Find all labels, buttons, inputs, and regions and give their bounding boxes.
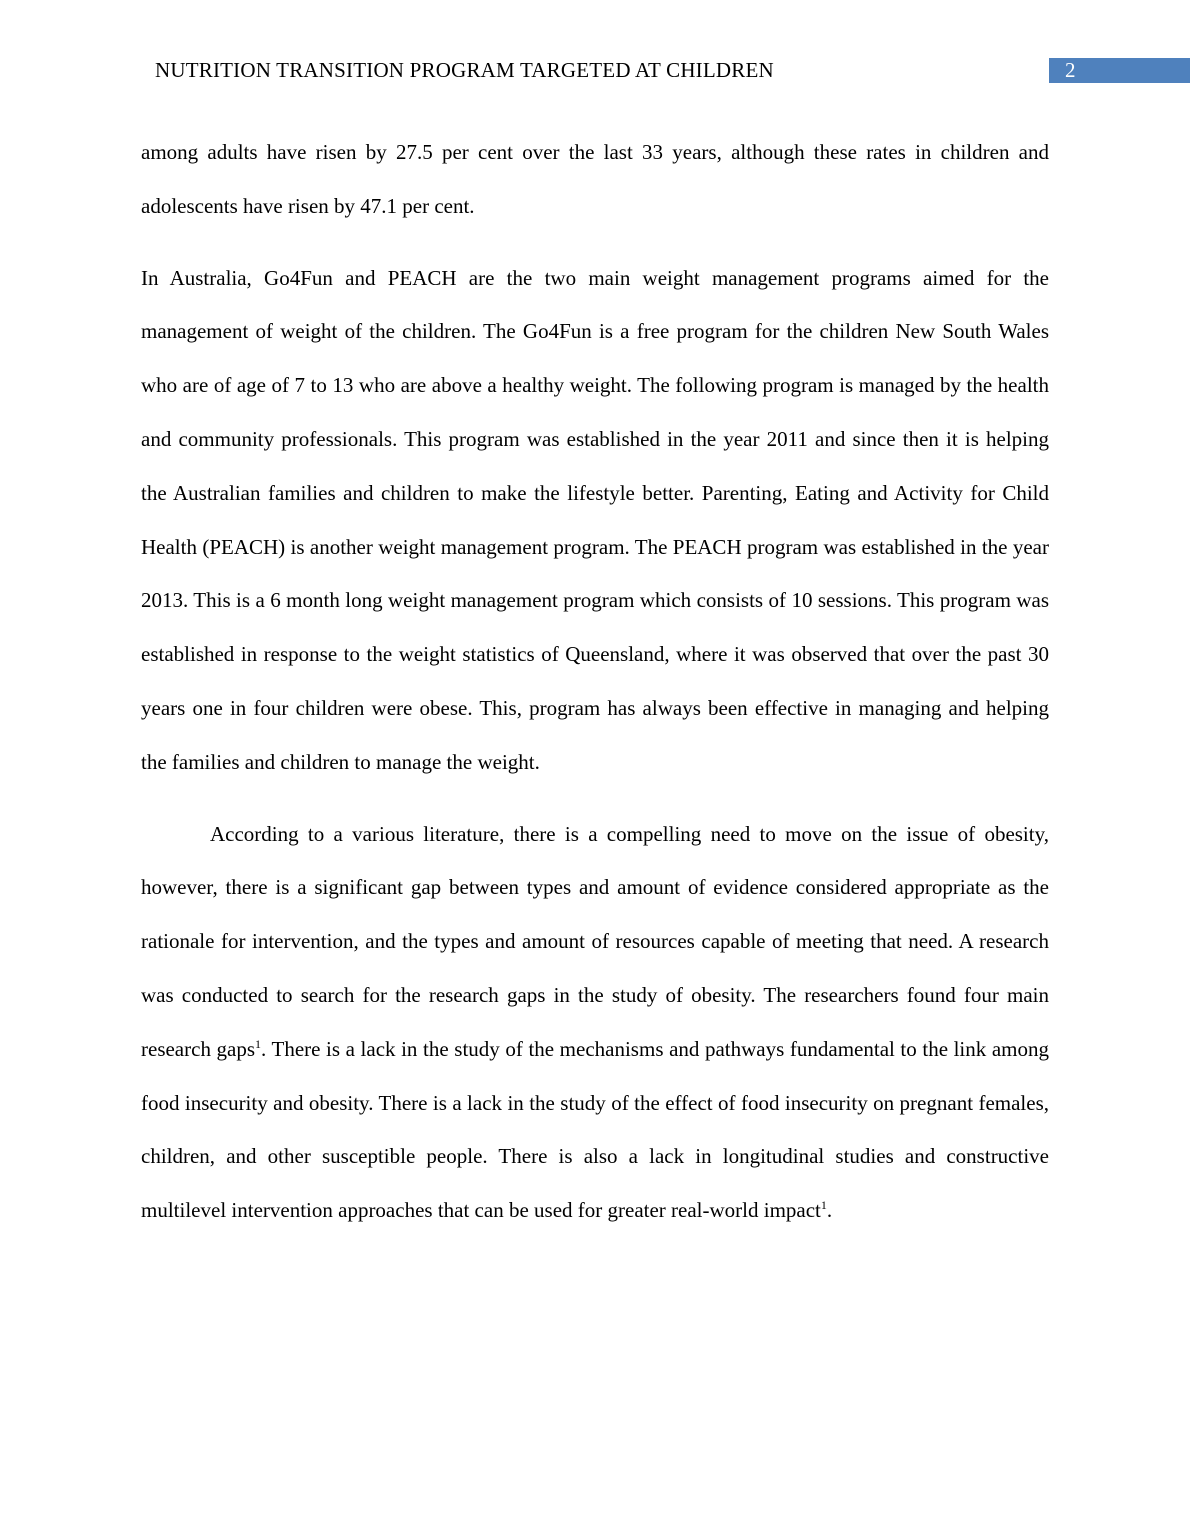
citation-superscript: 1	[820, 1198, 827, 1213]
paragraph-text-part: .	[826, 1198, 833, 1223]
paragraph-continued: among adults have risen by 27.5 per cent over the last 33 years, although these rates in children and adolescents have risen by 47.1 per cent.	[141, 140, 1049, 218]
paragraph-text-part: According to a various literature, there is a compelling need to move on the issue of obesity, however, there is a significant gap between types and amount of evidence considered appropriate as the rationale for intervention, and the types and amount of resources capable of meeting that need. A research was conducted to search for the research gaps in the study of obesity. The researchers found four main research gaps	[141, 821, 1049, 1061]
paragraph-australia-programs: In Australia, Go4Fun and PEACH are the two main weight management programs aimed for the management of weight of the children. The Go4Fun is a free program for the children New South Wales who are of age of 7 to 13 who are above a healthy weight. The following program is managed by the health and community professionals. This program was established in the year 2011 and since then it is helping the Australian families and children to make the lifestyle better. Parenting, Eating and Activity for Child Health (PEACH) is another weight management program. The PEACH program was established in the year 2013. This is a 6 month long weight management program which consists of 10 sessions. This program was established in response to the weight statistics of Queensland, where it was observed that over the past 30 years one in four children were obese. This, program has always been effective in managing and helping the families and children to manage the weight.	[141, 265, 1049, 774]
citation-superscript: 1	[255, 1036, 262, 1051]
paragraph-research-gaps	[141, 808, 1049, 1238]
paragraph-text-part: . There is a lack in the study of the mechanisms and pathways fundamental to the link among food insecurity and obesity. There is a lack in the study of the effect of food insecurity on pregnant females, children, and other susceptible people. There is also a lack in longitudinal studies and constructive multilevel intervention approaches that can be used for greater real-world impact	[141, 1036, 1050, 1223]
running-head-title: NUTRITION TRANSITION PROGRAM TARGETED AT CHILDREN	[155, 58, 774, 82]
page-number: 2	[1065, 58, 1076, 82]
document-body	[141, 126, 1049, 1238]
page-number-badge	[1049, 58, 1190, 83]
